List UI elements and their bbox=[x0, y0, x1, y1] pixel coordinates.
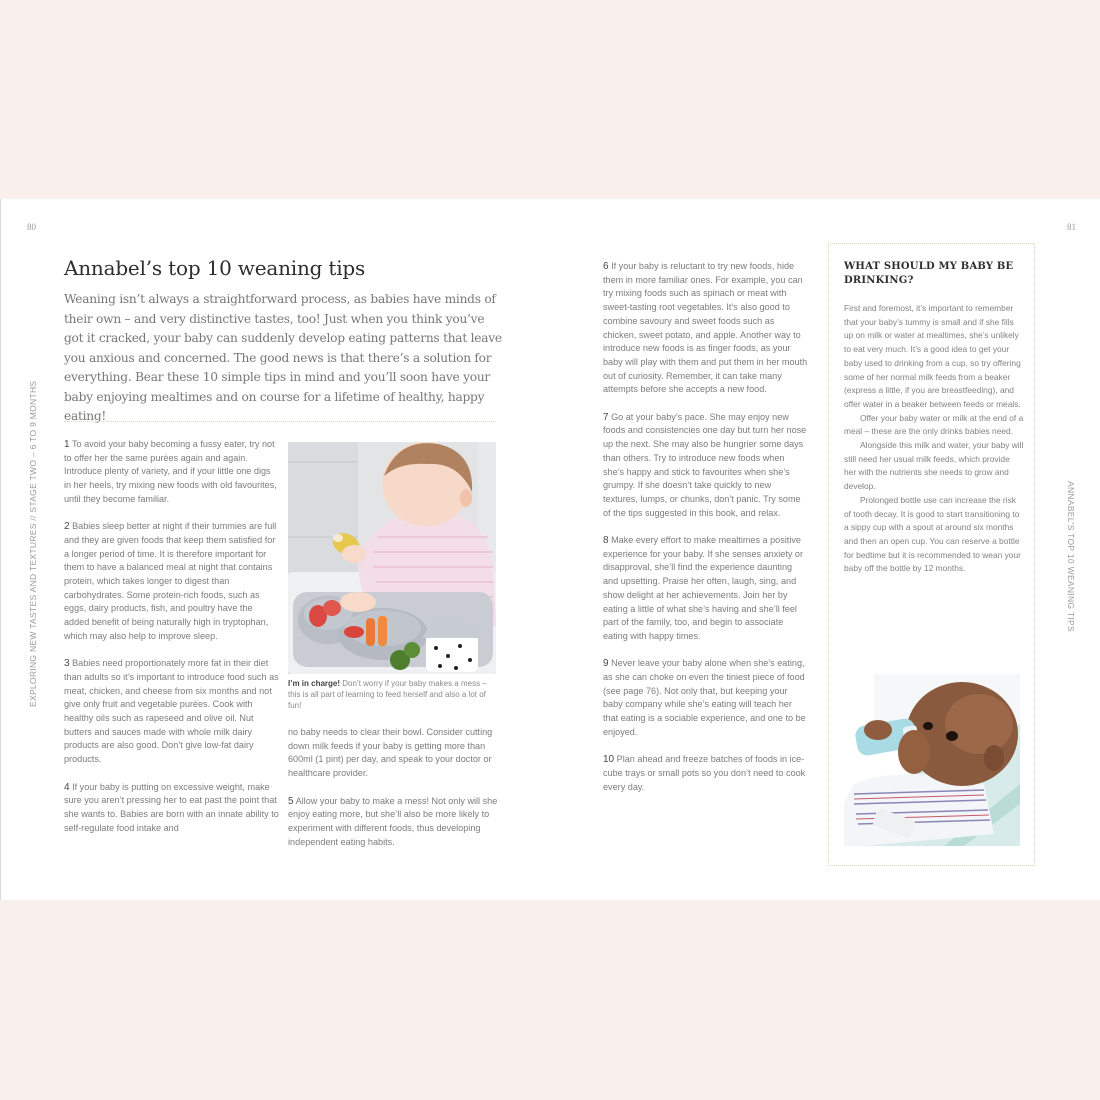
tip-number: 2 bbox=[64, 521, 70, 533]
tip-text: Allow your baby to make a mess! Not only will she enjoy eating more, but she’ll also be more likely to experiment with different foods, thus developing independent eating habits. bbox=[288, 795, 498, 847]
sidebar-paragraph: Prolonged bottle use can increase the risk of tooth decay. It is good to start transitioning to a sippy cup with a spout at around six months and then an open cup. You can reserve a bottle for bedtime but it is recommended to wean your baby off the bottle by 12 months. bbox=[844, 494, 1021, 574]
baby-eating-illustration bbox=[288, 442, 496, 674]
sidebar-box bbox=[828, 243, 1035, 866]
tip-number: 3 bbox=[64, 658, 70, 670]
caption-text: Don’t worry if your baby makes a mess – this is all part of learning to feed herself and also a lot of fun! bbox=[288, 679, 487, 710]
tip-number: 6 bbox=[603, 261, 609, 272]
tips-column-2 bbox=[288, 726, 498, 863]
tip-5 bbox=[288, 795, 498, 850]
tip-9 bbox=[603, 657, 808, 739]
tip-7 bbox=[603, 411, 808, 521]
tip-text: Babies sleep better at night if their tummies are full and they are given foods that keep them satisfied for a longer period of time. It is therefore important for them to have a balanced meal at night that contains protein, which takes longer to digest than carbohydrates. Some protein-rich foods, such as eggs, dairy products, fish, and poultry have the added benefit of being naturally high in tryptophan, which may also help to improve sleep. bbox=[64, 521, 277, 641]
tip-text: If your baby is reluctant to try new foods, hide them in more familiar ones. For example, you can try mixing foods such as spinach or meat with sweet-tasting root vegetables. It’s also good to combine savoury and sweet foods such as chicken, sweet potato, and apple. Another way to introduce new foods is as finger foods, as your baby will play with them and put them in her mouth out of curiosity. Remember, it can take many attempts before she accepts a new food. bbox=[603, 261, 808, 395]
tip-4 bbox=[64, 781, 279, 836]
caption-lead: I’m in charge! bbox=[288, 679, 341, 688]
photo-baby-high-chair bbox=[288, 442, 496, 674]
tip-text: To avoid your baby becoming a fussy eater, try not to offer her the same purées again and again. Introduce plenty of variety, and if your little one digs in her heels, try mixing new foods with old favourites, until they become familiar. bbox=[64, 439, 277, 504]
baby-drinking-illustration bbox=[844, 664, 1020, 846]
page-number-left: 80 bbox=[27, 222, 36, 232]
tip-6 bbox=[603, 260, 808, 397]
tip-number: 4 bbox=[64, 781, 70, 793]
tips-column-1 bbox=[64, 438, 279, 849]
sidebar-paragraph: Offer your baby water or milk at the end of a meal – these are the only drinks babies need. bbox=[844, 412, 1024, 437]
divider-rule bbox=[64, 421, 496, 422]
tip-number: 7 bbox=[603, 411, 609, 423]
tip-number: 9 bbox=[603, 658, 609, 670]
photo-caption bbox=[288, 678, 493, 711]
running-head-right: ANNABEL'S TOP 10 WEANING TIPS bbox=[1066, 481, 1076, 632]
tip-number: 5 bbox=[288, 795, 294, 807]
tip-text: Plan ahead and freeze batches of foods in ice-cube trays or small pots so you don’t need to cook every day. bbox=[603, 754, 806, 792]
tip-text: Babies need proportionately more fat in their diet than adults so it’s important to introduce food such as meat, chicken, and cheese from six months and not give only fruit and vegetable purées. Cook with healthy oils such as rapeseed and olive oil. Nut butters and sauces made with whole milk dairy products are also good. Don’t give low-fat dairy products. bbox=[64, 658, 279, 765]
tip-text: Never leave your baby alone when she’s eating, as she can choke on even the tiniest piece of food (see page 76). Not only that, but keeping your baby company while she’s eating will teach her that eating is a sociable experience, and one to be enjoyed. bbox=[603, 658, 806, 737]
tip-text: If your baby is putting on excessive weight, make sure you aren’t pressing her to eat past the point that she wants to. Babies are born with an innate ability to self-regulate food intake and bbox=[64, 781, 279, 833]
sidebar-paragraph: First and foremost, it’s important to remember that your baby’s tummy is small and if she fills up on milk or water at mealtimes, she’s unlikely to eat very much. It’s a good idea to get your baby used to drinking from a cup, so try offering some of her normal milk feeds from a beaker (express a little, if you are breastfeeding), and offer water in a beaker between feeds or meals. bbox=[844, 303, 1021, 409]
tip-number: 10 bbox=[603, 754, 615, 766]
tip-8 bbox=[603, 534, 808, 644]
tip-number: 1 bbox=[64, 439, 70, 450]
tips-column-3 bbox=[603, 260, 808, 808]
tip-2 bbox=[64, 520, 279, 643]
sidebar-paragraph: Alongside this milk and water, your baby will still need her usual milk feeds, which provide her with the nutrients she needs to grow and develop. bbox=[844, 440, 1024, 492]
sidebar-title: WHAT SHOULD MY BABY BE DRINKING? bbox=[844, 261, 1014, 286]
tip-4-continued bbox=[288, 726, 498, 781]
tip-number: 8 bbox=[603, 535, 609, 547]
sidebar-body bbox=[844, 302, 1024, 576]
article-intro: Weaning isn’t always a straightforward process, as babies have minds of their own – and very distinctive tastes, too! Just when you think you’ve got it cracked, your baby can suddenly develop eating patterns that leave you anxious and concerned. The good news is that there’s a solution for everything. Bear these 10 simple tips in mind and you’ll soon have your baby enjoying mealtimes and on course for a lifetime of healthy, happy eating! bbox=[64, 292, 502, 423]
article-title: Annabel’s top 10 weaning tips bbox=[64, 256, 366, 280]
tip-text: Go at your baby’s pace. She may enjoy new foods and consistencies one day but turn her nose up the next. She may also be hungrier some days than others. Try to introduce new foods when she’s happy and stick to favourites when she’s grumpy. If she doesn’t take quickly to new textures, lumps, or chunks, don’t panic. Try some of the tips suggested in this book, and relax. bbox=[603, 411, 807, 518]
tip-text: no baby needs to clear their bowl. Consider cutting down milk feeds if your baby is getting more than 600ml (1 pint) per day, and speak to your doctor or healthcare provider. bbox=[288, 727, 493, 779]
running-head-left: EXPLORING NEW TASTES AND TEXTURES // STAGE TWO – 6 TO 9 MONTHS bbox=[28, 380, 38, 707]
tip-1 bbox=[64, 438, 279, 507]
tip-10 bbox=[603, 753, 808, 794]
tip-text: Make every effort to make mealtimes a positive experience for your baby. If she senses anxiety or disapproval, she’ll find the experience daunting and upsetting. Praise her often, laugh, sing, and show delight at her achievements. Join her by eating a little of what she’s having and she’ll feel part of the family, too, and begin to associate eating with happy times. bbox=[603, 535, 803, 641]
photo-baby-bottle bbox=[844, 664, 1020, 846]
tip-3 bbox=[64, 657, 279, 767]
page-number-right: 81 bbox=[1067, 222, 1076, 232]
